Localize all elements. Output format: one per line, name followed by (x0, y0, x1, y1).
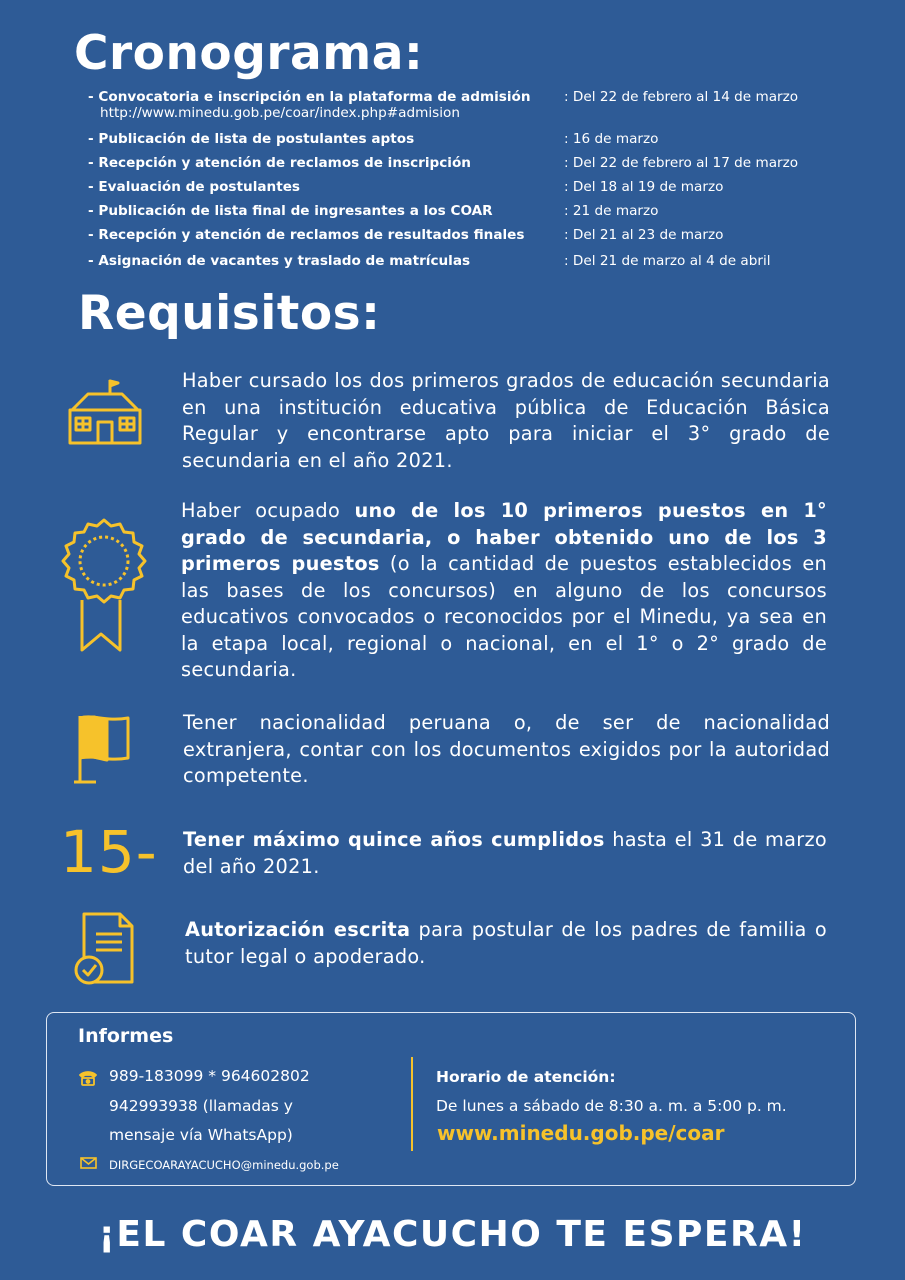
requirement-5 (185, 917, 827, 970)
requisitos-title: Requisitos: (78, 286, 381, 341)
schedule-date: : Del 22 de febrero al 14 de marzo (564, 89, 799, 105)
informes-box (46, 1012, 856, 1186)
requirement-4-text-c: hasta el 31 de marzo del año 2021. (183, 828, 827, 878)
website-link[interactable]: www.minedu.gob.pe/coar (437, 1121, 725, 1145)
requirement-4-text-bold: Tener máximo quince años cumplidos (183, 828, 605, 851)
schedule-activity: - Recepción y atención de reclamos de inscripción (88, 155, 471, 171)
schedule-row (88, 131, 848, 147)
schedule-activity: - Asignación de vacantes y traslado de matrículas (88, 253, 471, 269)
requirement-2-text-a: Haber ocupado (181, 499, 355, 522)
schedule-row (88, 253, 848, 269)
footer-slogan: ¡EL COAR AYACUCHO TE ESPERA! (98, 1214, 807, 1255)
schedule-activity: - Convocatoria e inscripción en la plataforma de admisión (88, 89, 531, 105)
schedule-date: : 16 de marzo (564, 131, 659, 147)
age-number: 15- (60, 818, 158, 886)
requirement-5-text-bold: Autorización escrita (185, 918, 411, 941)
requirement-2 (181, 498, 827, 684)
schedule-date: : Del 22 de febrero al 17 de marzo (564, 155, 799, 171)
schedule-row (88, 227, 848, 243)
medal-icon (54, 516, 154, 656)
schedule-date: : Del 21 de marzo al 4 de abril (564, 253, 771, 269)
schedule-activity: - Publicación de lista de postulantes aptos (88, 131, 415, 147)
cronograma-title: Cronograma: (74, 26, 424, 81)
schedule-row (88, 89, 848, 121)
school-icon (66, 378, 144, 446)
phone-line-3: mensaje vía WhatsApp) (109, 1126, 293, 1144)
schedule-date: : 21 de marzo (564, 203, 659, 219)
schedule-row (88, 155, 848, 171)
horario-title: Horario de atención: (436, 1068, 616, 1086)
schedule-activity: - Evaluación de postulantes (88, 179, 301, 195)
flag-icon (72, 712, 136, 786)
schedule-date: : Del 21 al 23 de marzo (564, 227, 724, 243)
admission-url: http://www.minedu.gob.pe/coar/index.php#admision (100, 105, 460, 121)
schedule-activity: - Recepción y atención de reclamos de resultados finales (88, 227, 525, 243)
requirement-5-text-c: para postular de los padres de familia o tutor legal o apoderado. (185, 918, 827, 968)
email-icon (80, 1157, 97, 1169)
divider (411, 1057, 413, 1151)
requirement-2-text-c: (o la cantidad de puestos establecidos en las bases de los concursos) en alguno de los concursos educativos convocados o reconocidos por el Minedu, ya sea en la etapa local, regional o nacional, en el 1° o 2° grado de secundaria. (181, 552, 828, 681)
schedule-date: : Del 18 al 19 de marzo (564, 179, 724, 195)
phone-icon (79, 1070, 97, 1086)
requirement-3: Tener nacionalidad peruana o, de ser de nacionalidad extranjera, contar con los documentos exigidos por la autoridad competente. (183, 711, 830, 787)
phone-line-1: 989-183099 * 964602802 (109, 1067, 310, 1085)
schedule-list (88, 89, 848, 269)
requirement-4 (183, 827, 827, 880)
informes-title: Informes (78, 1025, 174, 1047)
schedule-activity: - Publicación de lista final de ingresantes a los COAR (88, 203, 493, 219)
requirement-2-text-bold: uno de los 10 primeros puestos en 1° grado de secundaria, o haber obtenido uno de los 3 primeros puestos (181, 499, 827, 575)
schedule-row (88, 203, 848, 219)
email-address: DIRGECOARAYACUCHO@minedu.gob.pe (109, 1158, 339, 1172)
requirement-1: Haber cursado los dos primeros grados de educación secundaria en una institución educativa pública de Educación Básica Regular y encontrarse apto para iniciar el 3° grado de secundaria en el año 2021. (182, 369, 830, 472)
schedule-row (88, 179, 848, 195)
document-check-icon (72, 910, 136, 988)
horario-text: De lunes a sábado de 8:30 a. m. a 5:00 p. m. (436, 1097, 787, 1115)
phone-line-2: 942993938 (llamadas y (109, 1097, 293, 1115)
